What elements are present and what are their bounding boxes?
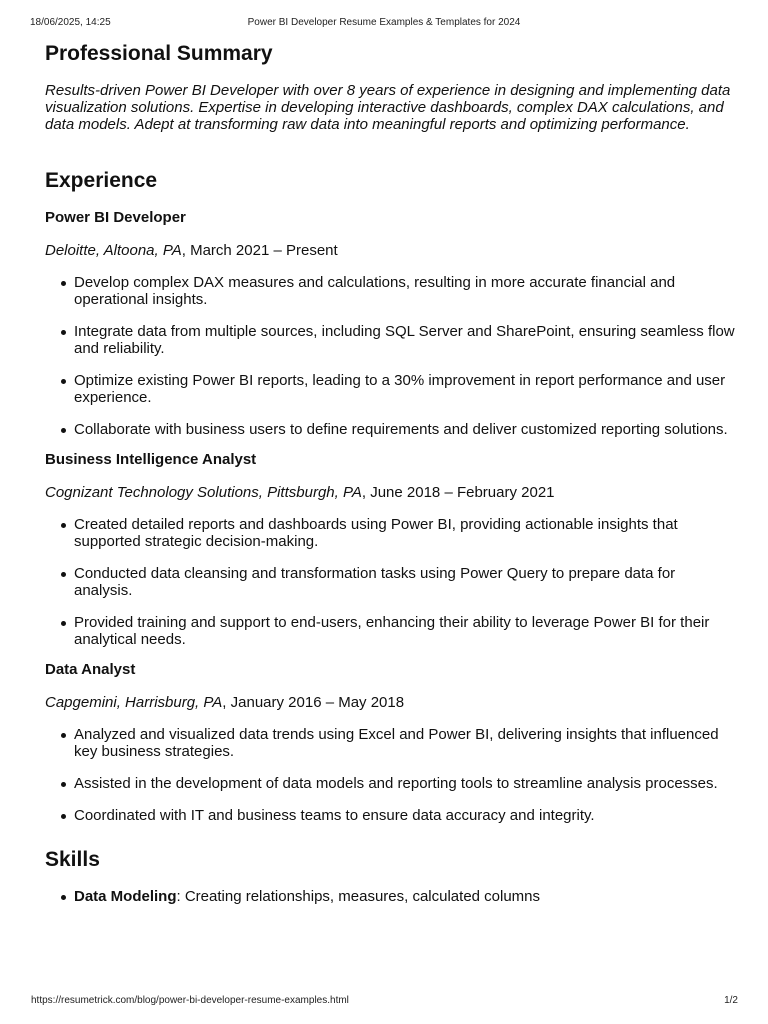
- job-bullet: Coordinated with IT and business teams to ensure data accuracy and integrity.: [74, 807, 735, 824]
- skills-list: [45, 888, 735, 905]
- summary-text: Results-driven Power BI Developer with over 8 years of experience in designing and implementing data visualization solutions. Expertise in developing interactive dashboards, complex DAX calculations, and data models. Adept at transforming raw data into meaningful reports and optimizing performance.: [45, 82, 731, 133]
- skill-item: [74, 888, 735, 905]
- job-bullet: Conducted data cleansing and transformation tasks using Power Query to prepare data for analysis.: [74, 565, 735, 599]
- job-entry: [45, 661, 735, 824]
- job-bullet: Provided training and support to end-users, enhancing their ability to leverage Power BI for their analytical needs.: [74, 614, 735, 648]
- print-page-title: Power BI Developer Resume Examples & Templates for 2024: [247, 17, 521, 28]
- experience-heading: Experience: [45, 169, 158, 192]
- print-datetime: 18/06/2025, 14:25: [30, 17, 111, 28]
- job-dates: , January 2016 – May 2018: [222, 694, 405, 711]
- job-company: Deloitte, Altoona, PA: [45, 242, 182, 259]
- job-title: Power BI Developer: [45, 209, 186, 226]
- job-title: Data Analyst: [45, 661, 136, 678]
- skill-name: Data Modeling: [74, 888, 177, 905]
- job-bullets: [45, 726, 735, 824]
- print-url: https://resumetrick.com/blog/power-bi-developer-resume-examples.html: [31, 995, 349, 1006]
- job-bullet: Analyzed and visualized data trends using Excel and Power BI, delivering insights that influenced key business strategies.: [74, 726, 735, 760]
- job-bullet: Created detailed reports and dashboards using Power BI, providing actionable insights that supported strategic decision-making.: [74, 516, 735, 550]
- resume-content: [45, 40, 735, 920]
- job-entry: [45, 209, 735, 438]
- print-footer: [0, 995, 768, 1009]
- job-bullet: Integrate data from multiple sources, including SQL Server and SharePoint, ensuring seamless flow and reliability.: [74, 323, 735, 357]
- skills-heading: Skills: [45, 848, 100, 871]
- job-meta: [45, 694, 735, 712]
- job-bullets: [45, 274, 735, 438]
- job-dates: , June 2018 – February 2021: [361, 484, 555, 501]
- job-bullets: [45, 516, 735, 648]
- job-title: Business Intelligence Analyst: [45, 451, 257, 468]
- print-page-number: 1/2: [724, 995, 738, 1006]
- job-meta: [45, 484, 735, 502]
- job-company: Cognizant Technology Solutions, Pittsburgh, PA: [45, 484, 362, 501]
- job-bullet: Collaborate with business users to define requirements and deliver customized reporting solutions.: [74, 421, 735, 438]
- print-header: [0, 17, 768, 31]
- summary-heading: Professional Summary: [45, 42, 273, 65]
- skill-detail: : Creating relationships, measures, calculated columns: [176, 888, 541, 905]
- job-meta: [45, 242, 735, 260]
- job-company: Capgemini, Harrisburg, PA: [45, 694, 223, 711]
- job-bullet: Develop complex DAX measures and calculations, resulting in more accurate financial and operational insights.: [74, 274, 735, 308]
- job-bullet: Optimize existing Power BI reports, leading to a 30% improvement in report performance and user experience.: [74, 372, 735, 406]
- job-dates: , March 2021 – Present: [181, 242, 338, 259]
- job-bullet: Assisted in the development of data models and reporting tools to streamline analysis processes.: [74, 775, 735, 792]
- job-entry: [45, 451, 735, 648]
